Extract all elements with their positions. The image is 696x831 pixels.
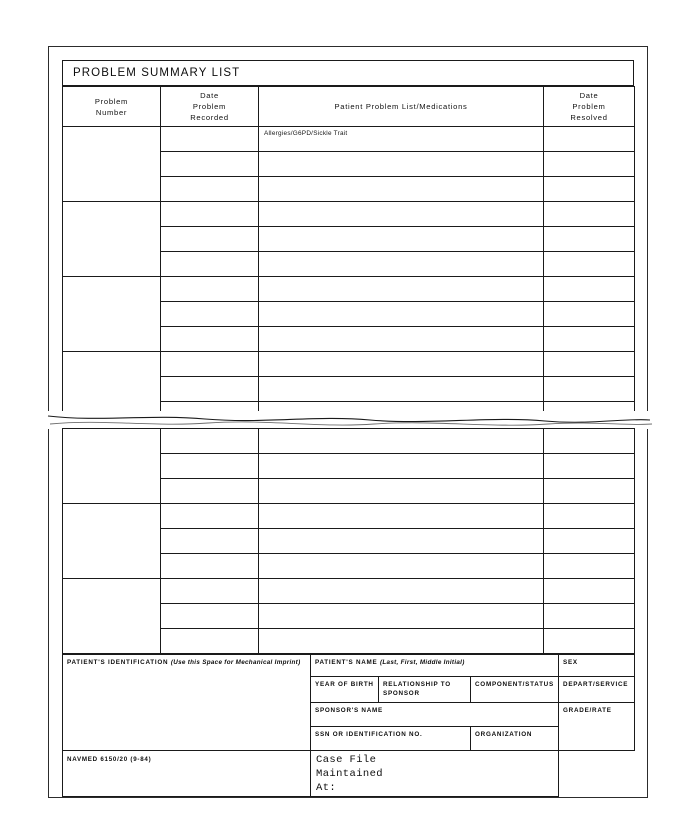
field-form-number (63, 751, 311, 797)
cell-patient-problem[interactable] (259, 479, 544, 504)
header-line: Date (579, 91, 599, 100)
cell-date-recorded[interactable] (161, 352, 259, 377)
field-patient-name[interactable] (311, 655, 559, 677)
cell-patient-problem[interactable] (259, 227, 544, 252)
table-row[interactable] (63, 202, 635, 227)
cell-date-resolved[interactable] (544, 604, 635, 629)
cell-date-recorded[interactable] (161, 504, 259, 529)
cell-date-recorded[interactable] (161, 579, 259, 604)
cell-date-resolved[interactable] (544, 277, 635, 302)
table-row[interactable] (63, 127, 635, 152)
cell-date-resolved[interactable] (544, 177, 635, 202)
cell-date-recorded[interactable] (161, 202, 259, 227)
field-component-status[interactable] (471, 677, 559, 703)
table-row[interactable] (63, 429, 635, 454)
footer-spacer (559, 751, 635, 797)
field-depart-service[interactable] (559, 677, 635, 703)
table-body-lower (63, 429, 635, 654)
cell-date-resolved[interactable] (544, 377, 635, 402)
table-row[interactable] (63, 352, 635, 377)
cell-patient-problem[interactable] (259, 277, 544, 302)
cell-patient-problem[interactable] (259, 604, 544, 629)
id-row-footer (63, 751, 635, 797)
field-grade-rate[interactable] (559, 703, 635, 751)
cell-patient-problem[interactable] (259, 252, 544, 277)
cell-patient-problem[interactable] (259, 302, 544, 327)
table-row[interactable] (63, 579, 635, 604)
patient-identification-hint: (Use this Space for Mechanical Imprint) (170, 659, 301, 666)
table-header-row (63, 87, 635, 127)
cell-date-recorded[interactable] (161, 152, 259, 177)
cell-patient-problem[interactable] (259, 629, 544, 654)
cell-date-recorded[interactable] (161, 177, 259, 202)
table-row[interactable] (63, 504, 635, 529)
cell-date-recorded[interactable] (161, 454, 259, 479)
cell-date-resolved[interactable] (544, 529, 635, 554)
upper-form-section (62, 60, 634, 427)
year-of-birth-label: YEAR OF BIRTH (315, 681, 374, 688)
field-year-of-birth[interactable] (311, 677, 379, 703)
cell-date-resolved[interactable] (544, 429, 635, 454)
cell-date-recorded[interactable] (161, 327, 259, 352)
header-line: Problem (94, 96, 129, 106)
table-body-upper (63, 127, 635, 427)
cell-patient-problem[interactable] (259, 352, 544, 377)
cell-date-recorded[interactable] (161, 252, 259, 277)
cell-date-resolved[interactable] (544, 352, 635, 377)
id-row-name (63, 655, 635, 677)
cell-date-recorded[interactable] (161, 377, 259, 402)
field-patient-identification[interactable] (63, 655, 311, 751)
cell-problem-number[interactable] (63, 277, 161, 352)
cell-date-resolved[interactable] (544, 302, 635, 327)
cell-date-resolved[interactable] (544, 227, 635, 252)
field-ssn[interactable] (311, 727, 471, 751)
cell-date-resolved[interactable] (544, 127, 635, 152)
cell-problem-number[interactable] (63, 579, 161, 654)
cell-problem-number[interactable] (63, 127, 161, 202)
header-line: Patient Problem List/Medications (334, 102, 468, 111)
header-line: Date (200, 91, 219, 100)
header-line: Problem (572, 102, 606, 111)
cell-patient-problem[interactable] (259, 579, 544, 604)
cell-date-recorded[interactable] (161, 127, 259, 152)
patient-name-label: PATIENT'S NAME (315, 659, 378, 666)
relationship-label-line1: RELATIONSHIP TO (383, 681, 451, 688)
component-status-label: COMPONENT/STATUS (475, 681, 554, 688)
case-file-line1: Case File (316, 754, 377, 766)
allergies-note: Allergies/G6PD/Sickle Trait (264, 130, 348, 137)
cell-patient-problem[interactable] (259, 202, 544, 227)
cell-date-recorded[interactable] (161, 629, 259, 654)
field-sex[interactable] (559, 655, 635, 677)
cell-date-recorded[interactable] (161, 227, 259, 252)
cell-patient-problem[interactable] (259, 529, 544, 554)
cell-date-recorded[interactable] (161, 302, 259, 327)
table-row[interactable] (63, 277, 635, 302)
header-line: Number (95, 107, 128, 117)
patient-identification-label: PATIENT'S IDENTIFICATION (67, 659, 169, 666)
field-case-file-maintained[interactable] (311, 751, 559, 797)
cell-date-resolved[interactable] (544, 202, 635, 227)
relationship-label-line2: SPONSOR (383, 690, 420, 698)
column-header-date-recorded (161, 87, 259, 127)
header-line: Recorded (190, 113, 229, 122)
cell-date-resolved[interactable] (544, 554, 635, 579)
sex-label: SEX (563, 659, 578, 666)
case-file-line3: At: (316, 781, 337, 794)
cell-problem-number[interactable] (63, 202, 161, 277)
cell-patient-problem[interactable] (259, 377, 544, 402)
cell-patient-problem[interactable] (259, 177, 544, 202)
lower-form-section (62, 428, 634, 797)
depart-service-label: DEPART/SERVICE (563, 681, 629, 688)
cell-date-resolved[interactable] (544, 629, 635, 654)
cell-date-recorded[interactable] (161, 554, 259, 579)
problem-summary-table-lower (62, 428, 635, 654)
cell-problem-number[interactable] (63, 504, 161, 579)
cell-patient-problem[interactable] (259, 327, 544, 352)
cell-date-recorded[interactable] (161, 429, 259, 454)
column-header-problem-number (63, 87, 161, 127)
page-title: PROBLEM SUMMARY LIST (73, 67, 241, 79)
cell-patient-problem[interactable] (259, 504, 544, 529)
form-title-bar (62, 60, 634, 86)
cell-date-recorded[interactable] (161, 479, 259, 504)
cell-date-resolved[interactable] (544, 479, 635, 504)
scan-tear-line (40, 411, 656, 429)
grade-rate-label: GRADE/RATE (563, 707, 612, 714)
cell-date-resolved[interactable] (544, 454, 635, 479)
cell-patient-problem[interactable] (259, 127, 544, 152)
cell-problem-number[interactable] (63, 429, 161, 504)
cell-date-resolved[interactable] (544, 504, 635, 529)
cell-patient-problem[interactable] (259, 554, 544, 579)
cell-patient-problem[interactable] (259, 152, 544, 177)
sponsors-name-label: SPONSOR'S NAME (315, 707, 383, 714)
cell-date-resolved[interactable] (544, 252, 635, 277)
case-file-line2: Maintained (316, 767, 384, 780)
ssn-label: SSN OR IDENTIFICATION NO. (315, 731, 423, 738)
column-header-date-resolved (544, 87, 635, 127)
header-line: Problem (192, 102, 227, 111)
cell-patient-problem[interactable] (259, 454, 544, 479)
header-line: Resolved (570, 113, 608, 122)
column-header-patient-problem-list (259, 87, 544, 127)
form-number: NAVMED 6150/20 (9-84) (67, 756, 152, 763)
field-sponsors-name[interactable] (311, 703, 559, 727)
cell-date-recorded[interactable] (161, 529, 259, 554)
organization-label: ORGANIZATION (475, 731, 533, 738)
field-organization[interactable] (471, 727, 559, 751)
identification-block (62, 654, 635, 797)
cell-date-resolved[interactable] (544, 327, 635, 352)
cell-date-recorded[interactable] (161, 277, 259, 302)
patient-name-hint: (Last, First, Middle Initial) (380, 659, 465, 666)
problem-summary-table-upper (62, 86, 635, 427)
cell-date-resolved[interactable] (544, 152, 635, 177)
cell-date-recorded[interactable] (161, 604, 259, 629)
cell-date-resolved[interactable] (544, 579, 635, 604)
cell-patient-problem[interactable] (259, 429, 544, 454)
field-relationship-to-sponsor[interactable] (379, 677, 471, 703)
